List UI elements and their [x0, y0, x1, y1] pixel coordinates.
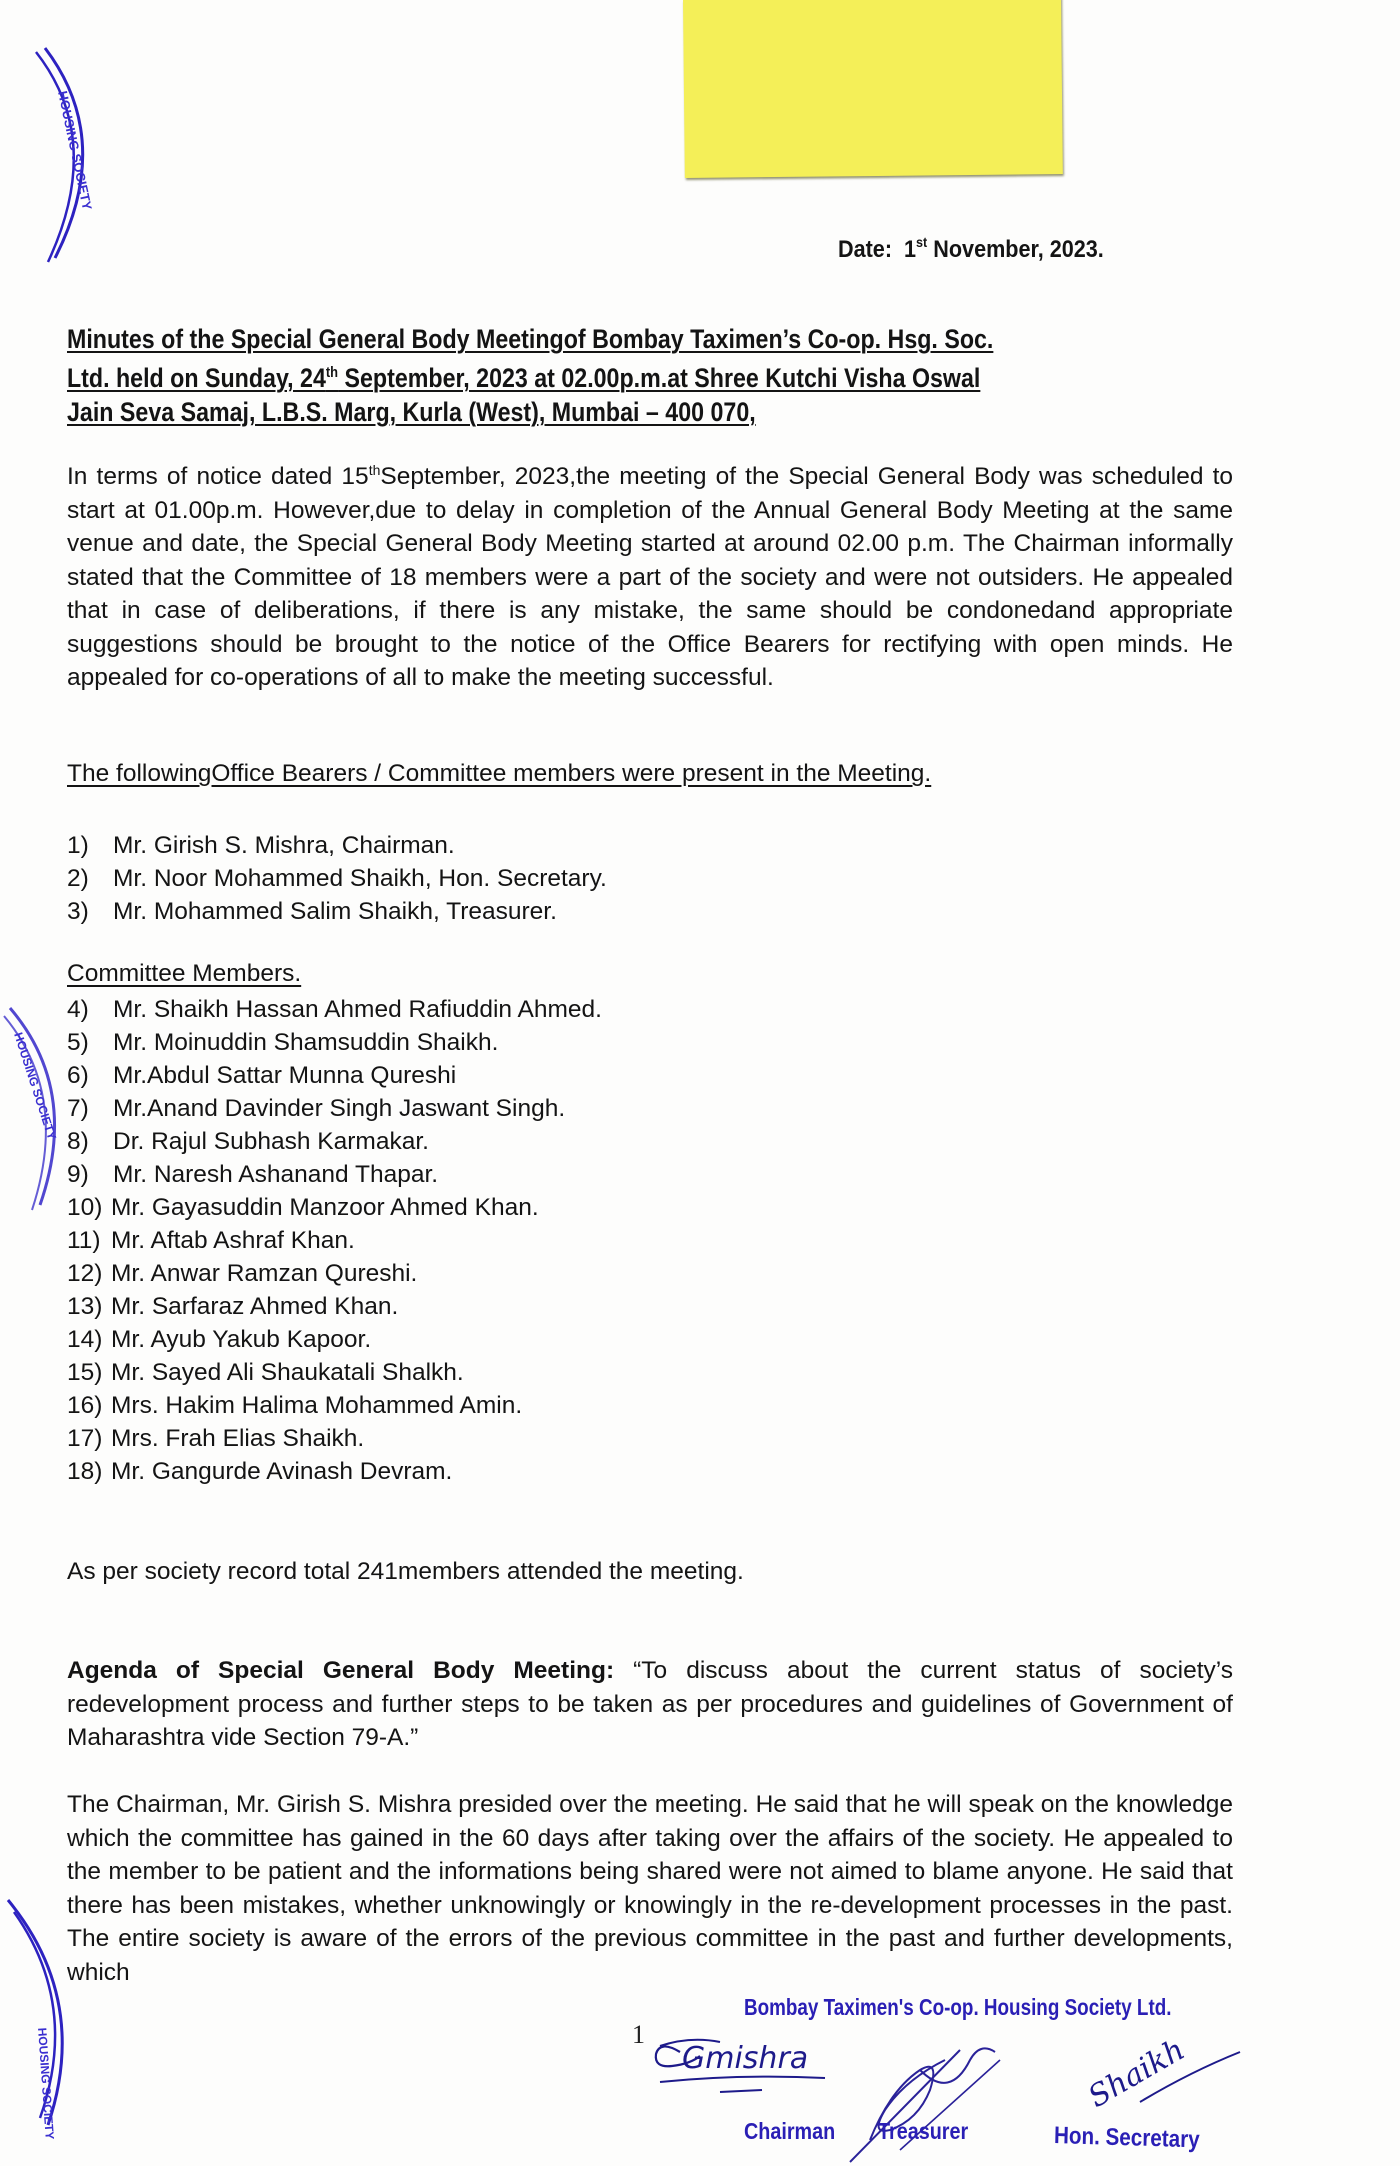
list-item [67, 1158, 602, 1191]
list-item-number: 12) [67, 1260, 103, 1287]
list-item-name: Mr. Gayasuddin Manzoor Ahmed Khan. [111, 1194, 539, 1221]
society-seal-middle [0, 990, 66, 1220]
attendance-line: As per society record total 241members attended the meeting. [67, 1558, 744, 1585]
society-name-stamp: Bombay Taximen's Co-op. Housing Society Ltd. [744, 1994, 1172, 2020]
list-item-name: Mr. Shaikh Hassan Ahmed Rafiuddin Ahmed. [113, 996, 602, 1023]
seal-text-bottom: HOUSING SOCIETY [35, 2027, 57, 2140]
list-item [67, 1191, 602, 1224]
office-bearers-list [67, 829, 607, 928]
list-item-number: 17) [67, 1425, 103, 1452]
chairman-label: Chairman [744, 2118, 836, 2144]
secretary-signature [1080, 2028, 1250, 2118]
list-item [67, 1224, 602, 1257]
list-item-name: Mr. Aftab Ashraf Khan. [111, 1227, 355, 1254]
agenda-text: “To discuss about the current status of society’s redevelopment process and further steps to be taken as per procedures and guidelines of Government of Maharashtra vide Section 79-A.” [67, 1657, 1233, 1751]
list-item-name: Mr. Naresh Ashanand Thapar. [113, 1161, 439, 1188]
list-item-number: 6) [67, 1062, 89, 1089]
list-item-number: 13) [67, 1293, 103, 1320]
list-item-name: Mrs. Hakim Halima Mohammed Amin. [111, 1392, 523, 1419]
list-item-number: 8) [67, 1128, 89, 1155]
date-suffix: st [916, 234, 928, 250]
seal-text-middle: HOUSING SOCIETY [11, 1030, 60, 1142]
list-item-name: Mr. Gangurde Avinash Devram. [111, 1458, 453, 1485]
list-item [67, 1026, 602, 1059]
heading-line-2b: September, 2023 at 02.00p.m.at Shree Kutchi Visha Oswal [338, 363, 981, 393]
list-item-number: 7) [67, 1095, 89, 1122]
list-item [67, 1323, 602, 1356]
list-item [67, 1290, 602, 1323]
heading-line-3: Jain Seva Samaj, L.B.S. Marg, Kurla (West), Mumbai – 400 070, [67, 397, 756, 427]
list-item [67, 1422, 602, 1455]
intro-text-a: In terms of notice dated 15 [67, 463, 369, 490]
list-item-name: Mrs. Frah Elias Shaikh. [111, 1425, 365, 1452]
intro-text-b: September, 2023,the meeting of the Special General Body was scheduled to start at 01.00p.m. However,due to delay in completion of the Annual General Body Meeting at the same venue and date, the Special General Body Meeting started at around 02.00 p.m. The Chairman informally stated that the Committee of 18 members were a part of the society and were not outsiders. He appealed that in case of deliberations, if there is any mistake, the same should be condonedand appropriate suggestions should be brought to the notice of the Office Bearers for rectifying with open minds. He appealed for co-operations of all to make the meeting successful. [67, 463, 1233, 691]
list-item [67, 1389, 602, 1422]
list-item-number: 5) [67, 1029, 89, 1056]
secretary-label: Hon. Secretary [1053, 2122, 1200, 2154]
list-item-number: 9) [67, 1161, 89, 1188]
list-item [67, 1257, 602, 1290]
date-day: 1 [904, 236, 917, 263]
list-item-number: 14) [67, 1326, 103, 1353]
list-item-name: Mr. Sayed Ali Shaukatali Shalkh. [111, 1359, 464, 1386]
list-item-number: 16) [67, 1392, 103, 1419]
minutes-heading [67, 322, 1185, 429]
date-rest: November, 2023. [933, 236, 1104, 263]
present-heading: The followingOffice Bearers / Committee members were present in the Meeting. [67, 760, 932, 787]
list-item-number: 4) [67, 996, 89, 1023]
list-item [67, 862, 607, 895]
list-item-number: 11) [67, 1227, 101, 1254]
sticky-note [683, 0, 1063, 178]
signature-secretary-text: Shaikh [1082, 2032, 1191, 2115]
committee-members-list [67, 993, 602, 1488]
list-item-name: Dr. Rajul Subhash Karmakar. [113, 1128, 429, 1155]
society-seal-top [0, 0, 140, 280]
chairman-signature [650, 2032, 850, 2102]
list-item-name: Mr. Noor Mohammed Shaikh, Hon. Secretary. [113, 865, 607, 892]
list-item-number: 10) [67, 1194, 103, 1221]
list-item-number: 2) [67, 865, 89, 892]
list-item [67, 1125, 602, 1158]
list-item-name: Mr.Anand Davinder Singh Jaswant Singh. [113, 1095, 566, 1122]
committee-heading: Committee Members. [67, 960, 302, 987]
list-item-name: Mr. Sarfaraz Ahmed Khan. [111, 1293, 399, 1320]
heading-sup: th [325, 364, 339, 381]
chairman-paragraph: The Chairman, Mr. Girish S. Mishra presided over the meeting. He said that he will speak on the knowledge which the committee has gained in the 60 days after taking over the affairs of the society. He appealed to the member to be patient and the informations being shared were not aimed to blame anyone. He said that there has been mistakes, whether unknowingly or knowingly in the re-development processes in the past. The entire society is aware of the errors of the previous committee in the past and further developments, which [67, 1791, 1233, 1986]
list-item [67, 1356, 602, 1389]
list-item [67, 1059, 602, 1092]
agenda-label: Agenda of Special General Body Meeting: [67, 1657, 615, 1684]
society-seal-bottom [0, 1880, 66, 2140]
treasurer-label: Treasurer [878, 2118, 969, 2144]
document-date [838, 234, 1104, 264]
treasurer-signature [830, 2030, 1030, 2166]
list-item-number: 15) [67, 1359, 103, 1386]
intro-sup: th [368, 462, 381, 478]
signature-chairman-text: Gmishra [682, 2041, 809, 2076]
list-item-name: Mr. Ayub Yakub Kapoor. [111, 1326, 372, 1353]
list-item-name: Mr.Abdul Sattar Munna Qureshi [113, 1062, 457, 1089]
list-item [67, 1092, 602, 1125]
list-item-number: 18) [67, 1458, 103, 1485]
list-item-number: 1) [67, 832, 89, 859]
heading-line-1: Minutes of the Special General Body Meetingof Bombay Taximen’s Co-op. Hsg. Soc. [67, 324, 994, 354]
list-item [67, 829, 607, 862]
intro-paragraph [67, 460, 1233, 695]
seal-text: HOUSING SOCIETY [55, 89, 95, 212]
date-label: Date: [838, 236, 893, 263]
list-item-number: 3) [67, 898, 89, 925]
agenda-paragraph [67, 1654, 1233, 1755]
list-item-name: Mr. Moinuddin Shamsuddin Shaikh. [113, 1029, 499, 1056]
list-item [67, 1455, 602, 1488]
page-number: 1 [632, 2020, 645, 2049]
list-item-name: Mr. Anwar Ramzan Qureshi. [111, 1260, 418, 1287]
list-item-name: Mr. Girish S. Mishra, Chairman. [113, 832, 455, 859]
heading-line-2a: Ltd. held on Sunday, 24 [67, 363, 326, 393]
heading-line-2 [67, 356, 1185, 395]
list-item [67, 993, 602, 1026]
list-item-name: Mr. Mohammed Salim Shaikh, Treasurer. [113, 898, 557, 925]
list-item [67, 895, 607, 928]
